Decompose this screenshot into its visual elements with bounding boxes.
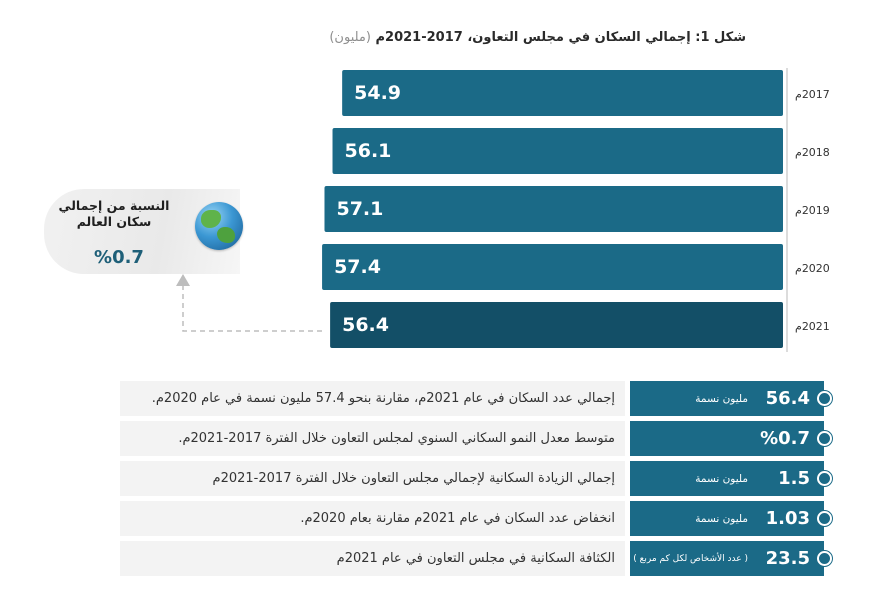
stat-unit: مليون نسمة: [695, 473, 748, 485]
bullet-dot-icon: [817, 431, 832, 446]
bullet-dot-icon: [817, 551, 832, 566]
bar-value-label: 56.1: [344, 140, 392, 162]
stat-value-box: [630, 461, 824, 496]
world-share-value: %0.7: [94, 247, 144, 268]
year-tick-label: 2020م: [795, 262, 830, 275]
stat-row: [120, 421, 834, 456]
year-tick-label: 2018م: [795, 146, 830, 159]
year-tick-label: 2017م: [795, 88, 830, 101]
stat-description: الكثافة السكانية في مجلس التعاون في عام 2021م: [120, 541, 625, 576]
stat-row: [120, 381, 834, 416]
chart-title-text: شكل 1: إجمالي السكان في مجلس التعاون، 2017-2021م: [375, 30, 746, 45]
stat-number: %0.7: [760, 428, 810, 449]
bullet-dot-icon: [817, 471, 832, 486]
bar-value-label: 56.4: [342, 314, 389, 336]
stat-unit: مليون نسمة: [695, 393, 748, 405]
stat-value-box: [630, 421, 824, 456]
bar-2020م: [322, 244, 783, 290]
stat-value-box: [630, 541, 824, 576]
bar-value-label: 57.4: [334, 256, 381, 278]
stat-number: 56.4: [765, 388, 810, 409]
stat-description: إجمالي عدد السكان في عام 2021م، مقارنة بنحو 57.4 مليون نسمة في عام 2020م.: [120, 381, 625, 416]
stat-description: انخفاض عدد السكان في عام 2021م مقارنة بعام 2020م.: [120, 501, 625, 536]
world-share-title: النسبة من إجمالي سكان العالم: [58, 198, 170, 229]
stat-value-box: [630, 501, 824, 536]
globe-icon: [195, 202, 243, 250]
stat-number: 23.5: [765, 548, 810, 569]
stat-description: متوسط معدل النمو السكاني السنوي لمجلس التعاون خلال الفترة 2017-2021م.: [120, 421, 625, 456]
stat-row: [120, 501, 834, 536]
stat-number: 1.5: [778, 468, 810, 489]
stat-description: إجمالي الزيادة السكانية لإجمالي مجلس التعاون خلال الفترة 2017-2021م: [120, 461, 625, 496]
stat-row: [120, 541, 834, 576]
bar-value-label: 57.1: [336, 198, 384, 220]
stat-unit: مليون نسمة: [695, 513, 748, 525]
bullet-dot-icon: [817, 511, 832, 526]
bar-2019م: [324, 186, 783, 232]
stat-row: [120, 461, 834, 496]
year-tick-label: 2019م: [795, 204, 830, 217]
stat-value-box: [630, 381, 824, 416]
stat-unit: ( عدد الأشخاص لكل كم مربع ): [633, 554, 748, 564]
year-tick-label: 2021م: [795, 320, 830, 333]
bar-2018م: [333, 128, 783, 174]
chart-unit: (مليون): [329, 30, 371, 45]
stat-number: 1.03: [765, 508, 810, 529]
bar-value-label: 54.9: [354, 82, 402, 104]
bullet-dot-icon: [817, 391, 832, 406]
bar-2021م: [330, 302, 783, 348]
bar-2017م: [342, 70, 783, 116]
